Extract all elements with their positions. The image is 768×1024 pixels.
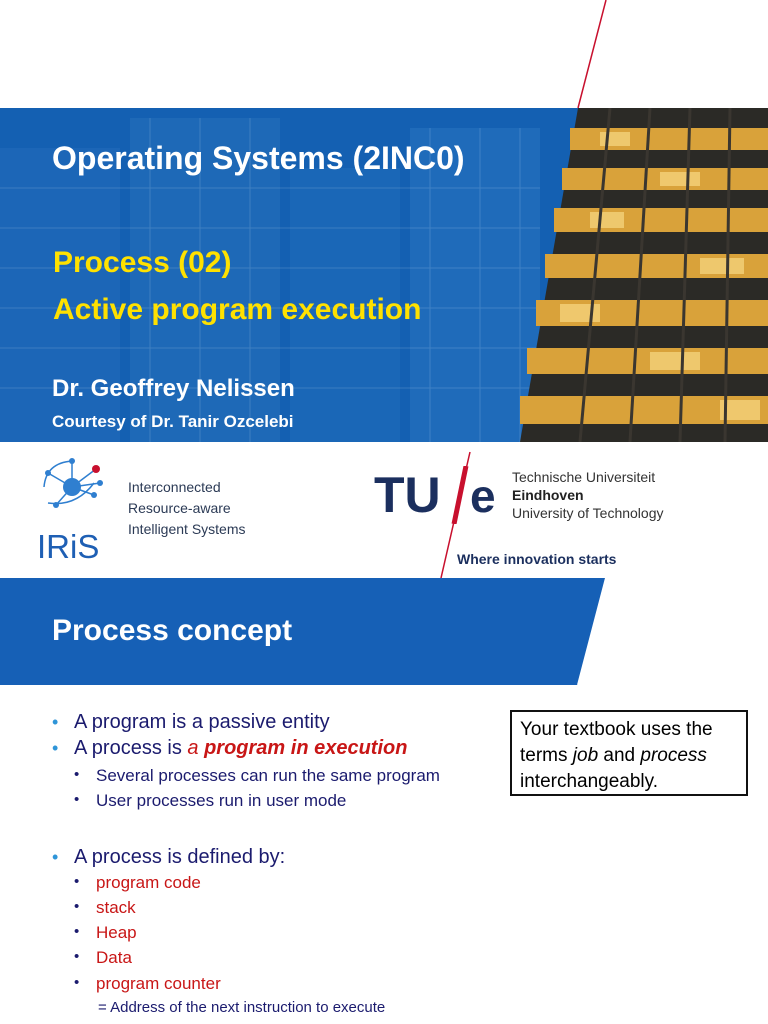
lecture-number: Process (02) — [53, 246, 232, 279]
note-text: and — [598, 745, 641, 766]
bullet-text: Data — [96, 948, 132, 967]
iris-logo — [36, 455, 112, 565]
iris-tagline-line: Interconnected — [128, 479, 221, 495]
iris-tagline-line: Resource-aware — [128, 500, 231, 516]
bullet-text: A process is — [74, 737, 188, 759]
bullet-dot: • — [74, 923, 80, 940]
bullet-text: A program is a passive entity — [74, 711, 330, 733]
program-counter-note: = Address of the next instruction to execute — [98, 999, 386, 1016]
deck-title: Operating Systems (2INC0) — [52, 140, 465, 176]
sub-bullet-item — [74, 898, 136, 918]
sub-bullet-item — [74, 791, 347, 811]
note-term-process: process — [640, 745, 707, 766]
author-name: Dr. Geoffrey Nelissen — [52, 375, 295, 402]
bullet-text: program code — [96, 873, 201, 892]
bullet-item — [52, 711, 330, 734]
sub-bullet-item — [74, 923, 137, 943]
textbook-note-box — [510, 710, 748, 796]
tue-slogan: Where innovation starts — [457, 551, 617, 567]
iris-tagline-line: Intelligent Systems — [128, 521, 246, 537]
bullet-item — [52, 737, 408, 760]
lecture-title: Active program execution — [53, 293, 422, 326]
bullet-text: Several processes can run the same program — [96, 766, 440, 785]
bullet-dot: • — [74, 974, 80, 991]
bullet-text: program counter — [96, 974, 221, 993]
content-slide — [0, 578, 768, 1024]
tue-name-line: Technische Universiteit — [512, 469, 656, 485]
bullet-dot: • — [52, 712, 59, 732]
courtesy-line: Courtesy of Dr. Tanir Ozcelebi — [52, 412, 294, 431]
tue-name-line: University of Technology — [512, 505, 664, 521]
bullet-dot: • — [74, 873, 80, 890]
sub-bullet-item — [74, 948, 132, 968]
slide-title: Process concept — [52, 614, 293, 647]
bullet-emphasis: a — [187, 737, 205, 759]
svg-text:TU: TU — [374, 467, 441, 523]
bullet-emphasis: program in execution — [204, 737, 408, 759]
bullet-dot: • — [74, 898, 80, 915]
iris-tagline — [128, 477, 246, 540]
tue-name — [512, 468, 663, 522]
bullet-dot: • — [52, 738, 59, 758]
bullet-dot: • — [74, 948, 80, 965]
note-text: interchangeably. — [520, 771, 659, 792]
tue-name-line: Eindhoven — [512, 487, 584, 503]
iris-logo-text: IRiS — [37, 528, 100, 565]
sub-bullet-item — [74, 766, 440, 786]
bullet-text: User processes run in user mode — [96, 791, 347, 810]
bullet-item — [52, 846, 286, 869]
sub-bullet-item — [74, 873, 201, 893]
bullet-dot: • — [52, 847, 59, 867]
bullet-text: stack — [96, 898, 136, 917]
bullet-dot: • — [74, 766, 80, 783]
svg-text:e: e — [470, 470, 496, 522]
bullet-dot: • — [74, 791, 80, 808]
note-text: Your textbook uses the terms — [520, 719, 713, 766]
tue-logo — [374, 466, 506, 524]
bullet-text: Heap — [96, 923, 137, 942]
sub-bullet-item — [74, 974, 221, 994]
note-term-job: job — [572, 745, 599, 766]
bullet-text: A process is defined by: — [74, 846, 286, 868]
